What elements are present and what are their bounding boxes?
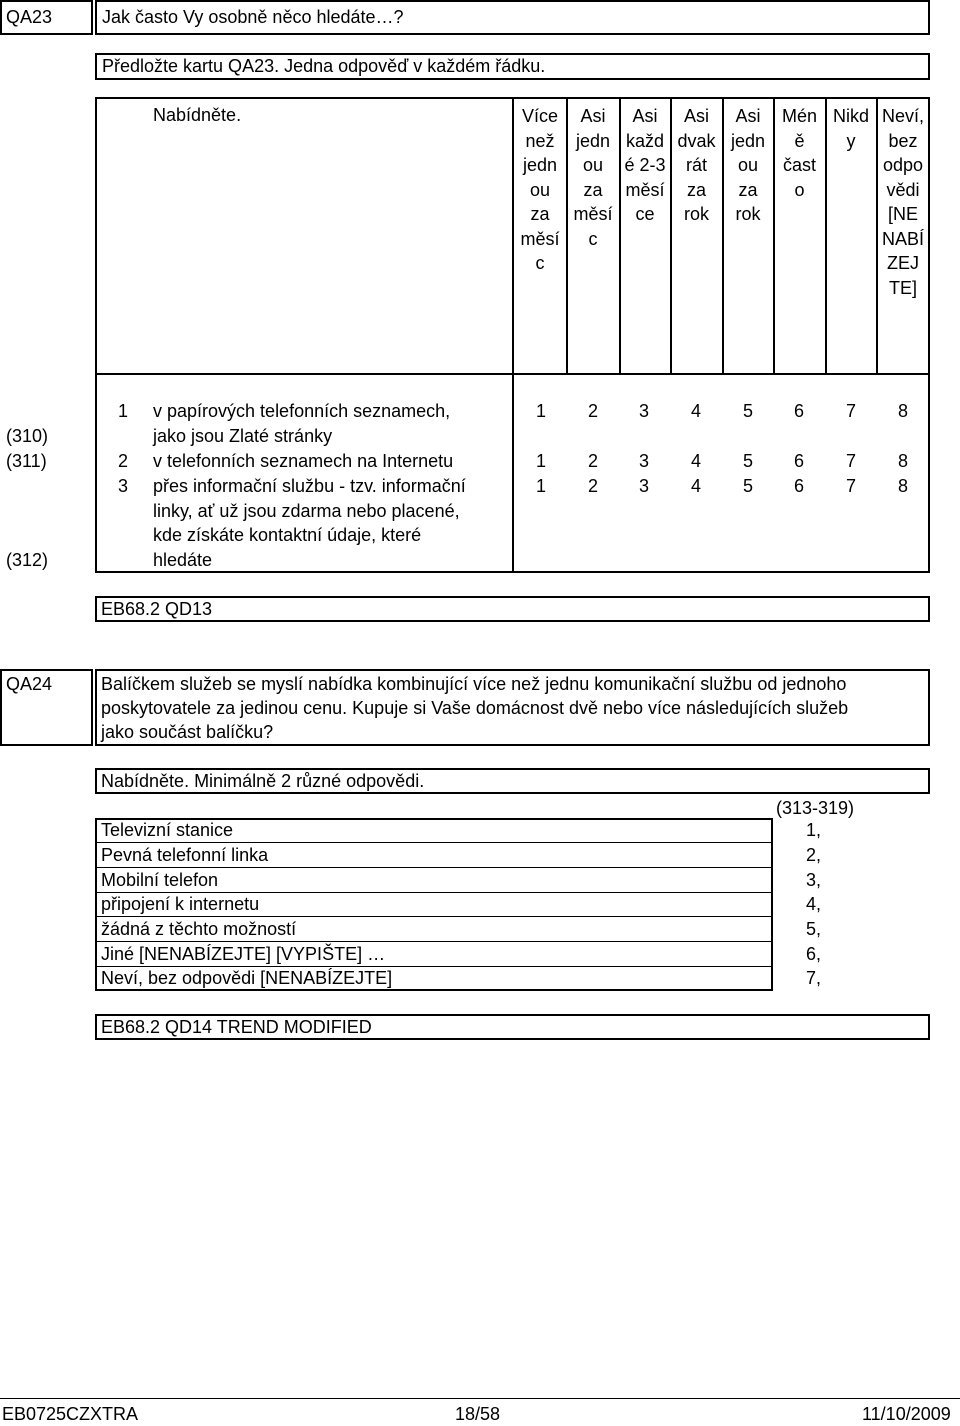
scale-option[interactable]: 6 bbox=[793, 401, 804, 421]
footer-page: 18/58 bbox=[455, 1404, 501, 1424]
qa23-source: EB68.2 QD13 bbox=[101, 599, 213, 619]
qa24-id: QA24 bbox=[6, 674, 53, 694]
scale-option[interactable]: 3 bbox=[638, 401, 649, 421]
row-number: 2 bbox=[118, 451, 129, 471]
option-code: 1, bbox=[806, 820, 822, 840]
option-code: 2, bbox=[806, 845, 822, 865]
scale-option[interactable]: 8 bbox=[897, 401, 908, 421]
scale-option[interactable]: 1 bbox=[535, 451, 546, 471]
qa24-code-range: (313-319) bbox=[776, 798, 855, 818]
qa23-id: QA23 bbox=[6, 7, 53, 27]
scale-option[interactable]: 2 bbox=[587, 451, 598, 471]
scale-option[interactable]: 1 bbox=[535, 401, 546, 421]
scale-option[interactable]: 5 bbox=[742, 401, 753, 421]
qa23-instruction: Předložte kartu QA23. Jedna odpověď v každém řádku. bbox=[102, 56, 546, 76]
scale-option[interactable]: 2 bbox=[587, 401, 598, 421]
qa23-column-header: Asi jedn ou za měsí c bbox=[573, 106, 613, 249]
qa23-question: Jak často Vy osobně něco hledáte…? bbox=[102, 7, 404, 27]
scale-option[interactable]: 4 bbox=[690, 476, 701, 496]
qa23-offer-label: Nabídněte. bbox=[153, 105, 242, 125]
scale-option[interactable]: 3 bbox=[638, 476, 649, 496]
qa23-column-header: Asi každ é 2-3 měsí ce bbox=[624, 106, 666, 224]
row-label: kde získáte kontaktní údaje, které bbox=[153, 525, 422, 545]
qa23-column-header: Asi jedn ou za rok bbox=[730, 106, 766, 224]
option-code: 3, bbox=[806, 870, 822, 890]
qa24-source: EB68.2 QD14 TREND MODIFIED bbox=[101, 1017, 372, 1037]
scale-option[interactable]: 3 bbox=[638, 451, 649, 471]
row-label: v papírových telefonních seznamech, bbox=[153, 401, 451, 421]
scale-option[interactable]: 2 bbox=[587, 476, 598, 496]
scale-option[interactable]: 4 bbox=[690, 401, 701, 421]
qa23-code: (311) bbox=[6, 451, 47, 471]
option-code: 6, bbox=[806, 944, 822, 964]
qa23-column-header: Neví, bez odpo vědi [NE NABÍ ZEJ TE] bbox=[881, 106, 924, 298]
footer-doc-id: EB0725CZXTRA bbox=[2, 1404, 139, 1424]
option-label[interactable]: žádná z těchto možností bbox=[101, 919, 297, 939]
option-label[interactable]: Televizní stanice bbox=[101, 820, 234, 840]
option-label[interactable]: Jiné [NENABÍZEJTE] [VYPIŠTE] … bbox=[101, 944, 386, 964]
option-label[interactable]: Mobilní telefon bbox=[101, 870, 219, 890]
row-label: přes informační službu - tzv. informační bbox=[153, 476, 466, 496]
scale-option[interactable]: 6 bbox=[793, 451, 804, 471]
qa23-column-header: Asi dvak rát za rok bbox=[677, 106, 716, 224]
row-label: v telefonních seznamech na Internetu bbox=[153, 451, 454, 471]
qa24-question-line: jako součást balíčku? bbox=[101, 722, 274, 742]
qa24-question-line: poskytovatele za jedinou cenu. Kupuje si Vaše domácnost dvě nebo více následujících služeb bbox=[101, 698, 849, 718]
option-code: 5, bbox=[806, 919, 822, 939]
scale-option[interactable]: 5 bbox=[742, 476, 753, 496]
qa23-column-header: Mén ě čast o bbox=[781, 106, 817, 200]
scale-option[interactable]: 6 bbox=[793, 476, 804, 496]
footer-rule bbox=[0, 1398, 960, 1399]
qa23-source-cell bbox=[95, 596, 930, 622]
scale-option[interactable]: 7 bbox=[845, 451, 856, 471]
scale-option[interactable]: 7 bbox=[845, 401, 856, 421]
scale-option[interactable]: 1 bbox=[535, 476, 546, 496]
footer-date: 11/10/2009 bbox=[862, 1404, 951, 1424]
scale-option[interactable]: 4 bbox=[690, 451, 701, 471]
qa23-column-header: Více než jedn ou za měsí c bbox=[520, 106, 560, 273]
row-label: jako jsou Zlaté stránky bbox=[153, 426, 333, 446]
qa23-code: (310) bbox=[6, 426, 49, 446]
row-label: hledáte bbox=[153, 550, 213, 570]
option-code: 7, bbox=[806, 968, 822, 988]
option-label[interactable]: připojení k internetu bbox=[101, 894, 260, 914]
scale-option[interactable]: 8 bbox=[897, 451, 908, 471]
option-label[interactable]: Neví, bez odpovědi [NENABÍZEJTE] bbox=[101, 968, 393, 988]
row-number: 3 bbox=[118, 476, 129, 496]
scale-option[interactable]: 7 bbox=[845, 476, 856, 496]
option-code: 4, bbox=[806, 894, 822, 914]
qa24-question-line: Balíčkem služeb se myslí nabídka kombinující více než jednu komunikační službu od jednoho bbox=[101, 674, 847, 694]
qa24-instruction: Nabídněte. Minimálně 2 různé odpovědi. bbox=[101, 771, 425, 791]
row-label: linky, ať už jsou zdarma nebo placené, bbox=[153, 501, 460, 521]
qa23-code: (312) bbox=[6, 550, 49, 570]
scale-option[interactable]: 5 bbox=[742, 451, 753, 471]
qa23-column-header: Nikd y bbox=[832, 106, 869, 151]
row-number: 1 bbox=[118, 401, 129, 421]
scale-option[interactable]: 8 bbox=[897, 476, 908, 496]
option-label[interactable]: Pevná telefonní linka bbox=[101, 845, 269, 865]
